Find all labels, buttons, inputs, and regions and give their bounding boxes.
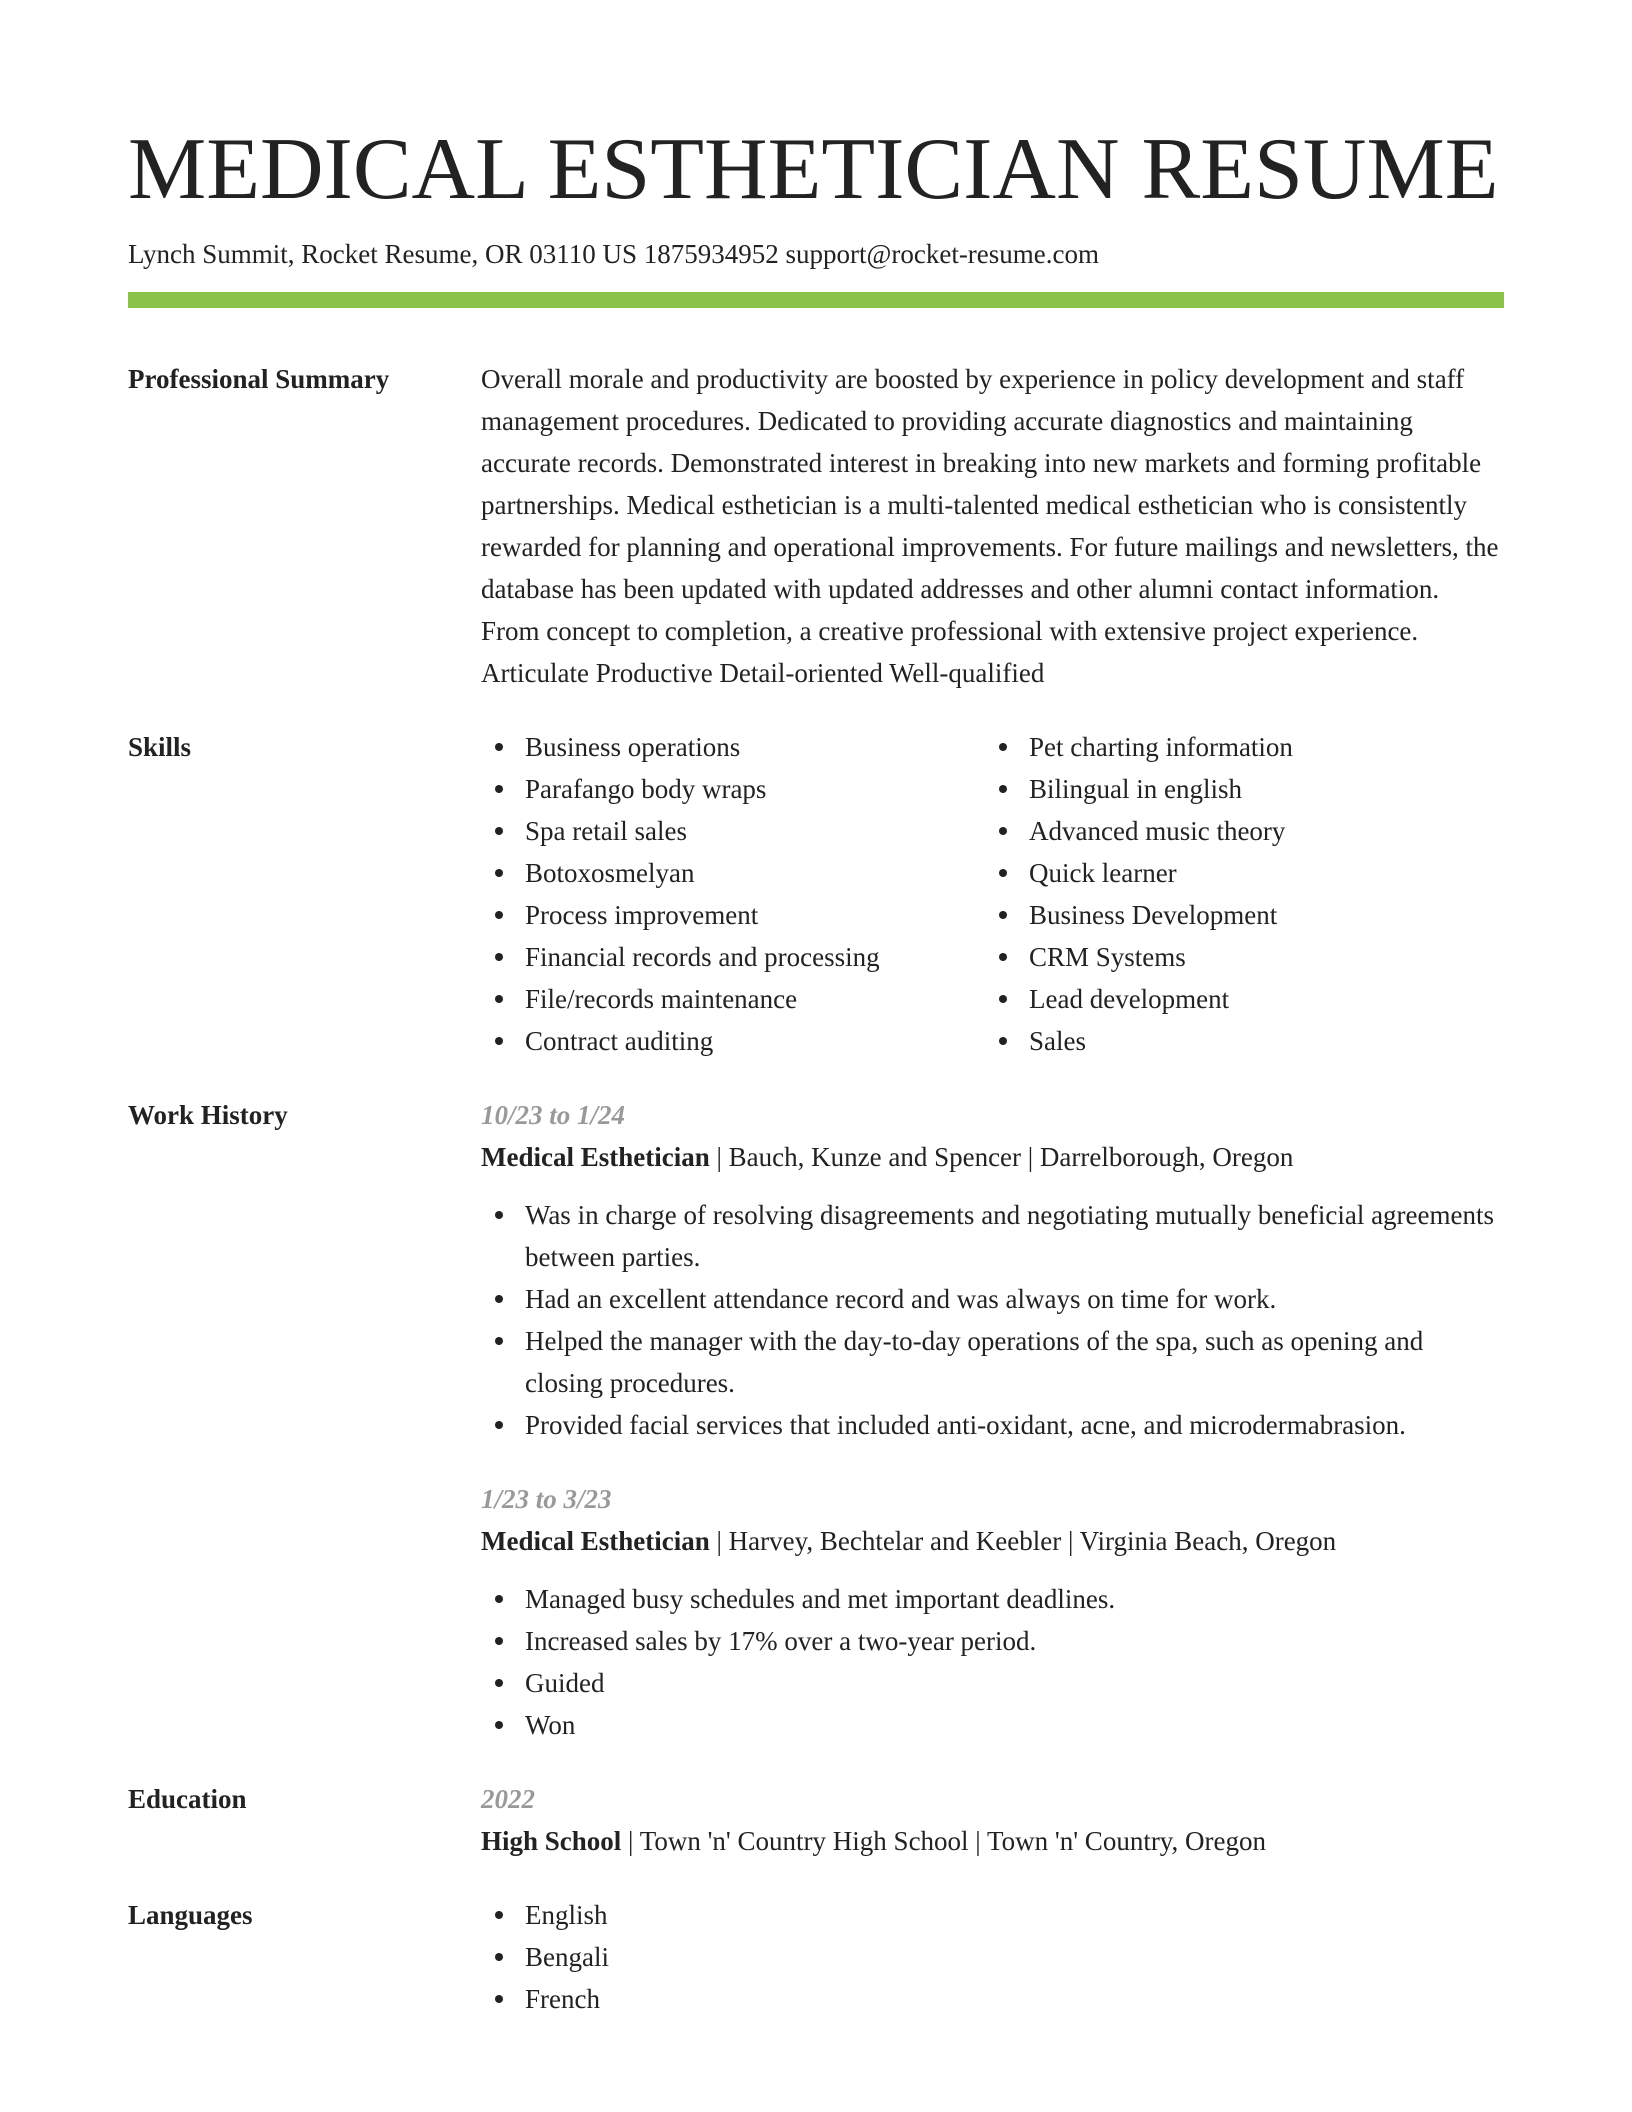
job-role: Medical Esthetician	[481, 1142, 710, 1172]
languages-body	[481, 1894, 1504, 2020]
section-label-summary: Professional Summary	[128, 364, 390, 394]
job-duty: Helped the manager with the day-to-day operations of the spa, such as opening and closing procedures.	[481, 1320, 1504, 1404]
education-year: 2022	[481, 1784, 535, 1814]
skills-list-left	[481, 726, 985, 1062]
job-duty: Provided facial services that included anti-oxidant, acne, and microdermabrasion.	[481, 1404, 1504, 1446]
job-employer-location: | Harvey, Bechtelar and Keebler | Virginia Beach, Oregon	[709, 1526, 1337, 1556]
job-dates: 1/23 to 3/23	[481, 1484, 612, 1514]
education-degree: High School	[481, 1826, 622, 1856]
skills-list-right	[985, 726, 1293, 1062]
job-employer-location: | Bauch, Kunze and Spencer | Darrelborough, Oregon	[709, 1142, 1294, 1172]
languages-section	[128, 1894, 1504, 2020]
skill-item: Parafango body wraps	[481, 768, 985, 810]
skills-columns	[481, 726, 1504, 1062]
skill-item: Bilingual in english	[985, 768, 1293, 810]
language-item: Bengali	[481, 1936, 1504, 1978]
work-history-section	[128, 1094, 1504, 1746]
job-duty: Guided	[481, 1662, 1504, 1704]
section-label-languages: Languages	[128, 1900, 253, 1930]
skill-item: CRM Systems	[985, 936, 1293, 978]
skill-item: Advanced music theory	[985, 810, 1293, 852]
job-dates: 10/23 to 1/24	[481, 1100, 626, 1130]
skills-section	[128, 726, 1504, 1062]
skill-item: Pet charting information	[985, 726, 1293, 768]
language-item: French	[481, 1978, 1504, 2020]
skill-item: File/records maintenance	[481, 978, 985, 1020]
job-entry	[481, 1094, 1504, 1446]
job-duty: Increased sales by 17% over a two-year period.	[481, 1620, 1504, 1662]
resume-title: MEDICAL ESTHETICIAN RESUME	[128, 121, 1499, 218]
work-history-body	[481, 1094, 1504, 1746]
skill-item: Financial records and processing	[481, 936, 985, 978]
job-title-line	[481, 1520, 1504, 1562]
job-duties-list	[481, 1194, 1504, 1446]
skill-item: Spa retail sales	[481, 810, 985, 852]
summary-section	[128, 358, 1504, 694]
education-section	[128, 1778, 1504, 1862]
skill-item: Lead development	[985, 978, 1293, 1020]
job-duty: Had an excellent attendance record and was always on time for work.	[481, 1278, 1504, 1320]
education-line	[481, 1820, 1504, 1862]
skill-item: Quick learner	[985, 852, 1293, 894]
job-duty: Was in charge of resolving disagreements and negotiating mutually beneficial agreements between parties.	[481, 1194, 1504, 1278]
section-label-work: Work History	[128, 1100, 288, 1130]
skill-item: Process improvement	[481, 894, 985, 936]
skill-item: Business operations	[481, 726, 985, 768]
summary-text: Overall morale and productivity are boosted by experience in policy development and staff management procedures. Dedicated to providing accurate diagnostics and maintaining accurate records. Demonstrated interest in breaking into new markets and forming profitable partnerships. Medical esthetician is a multi-talented medical esthetician who is consistently rewarded for planning and operational improvements. For future mailings and newsletters, the database has been updated with updated addresses and other alumni contact information. From concept to completion, a creative professional with extensive project experience. Articulate Productive Detail-oriented Well-qualified	[481, 364, 1499, 688]
skill-item: Contract auditing	[481, 1020, 985, 1062]
contact-line: Lynch Summit, Rocket Resume, OR 03110 US 1875934952 support@rocket-resume.com	[128, 239, 1100, 269]
job-duties-list	[481, 1578, 1504, 1746]
education-school-location: | Town 'n' Country High School | Town 'n' Country, Oregon	[621, 1826, 1267, 1856]
skill-item: Botoxosmelyan	[481, 852, 985, 894]
section-label-education: Education	[128, 1784, 247, 1814]
job-role: Medical Esthetician	[481, 1526, 710, 1556]
education-body	[481, 1778, 1504, 1862]
job-duty: Managed busy schedules and met important deadlines.	[481, 1578, 1504, 1620]
accent-divider	[128, 292, 1504, 308]
skill-item: Sales	[985, 1020, 1293, 1062]
section-label-skills: Skills	[128, 732, 192, 762]
job-entry	[481, 1478, 1504, 1746]
job-title-line	[481, 1136, 1504, 1178]
skill-item: Business Development	[985, 894, 1293, 936]
languages-list	[481, 1894, 1504, 2020]
job-duty: Won	[481, 1704, 1504, 1746]
language-item: English	[481, 1894, 1504, 1936]
